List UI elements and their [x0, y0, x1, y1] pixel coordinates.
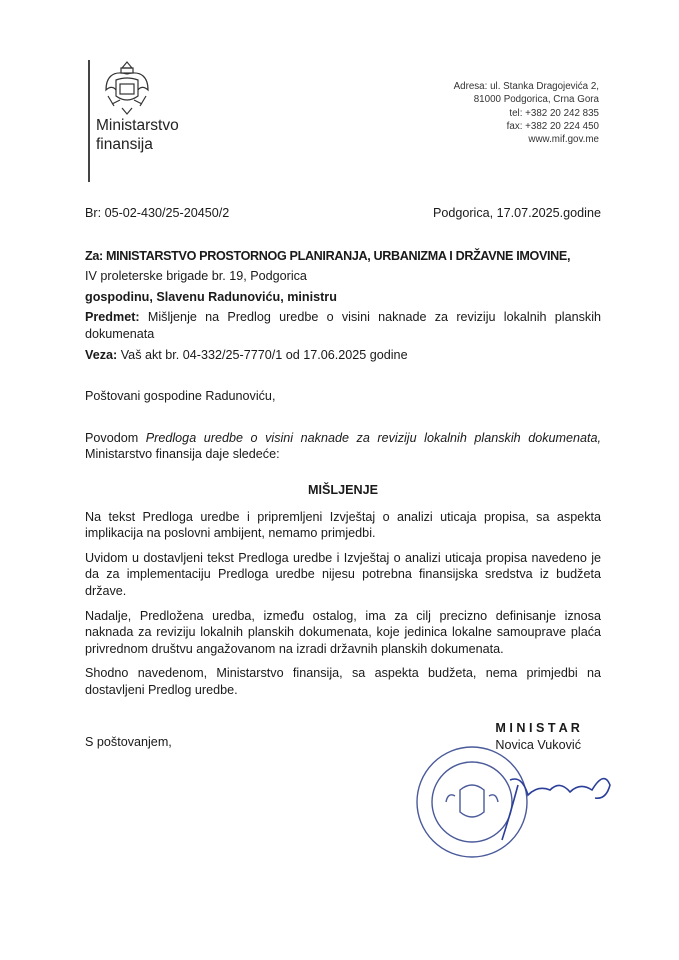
recipient-line [85, 248, 601, 265]
letter-body [85, 205, 601, 754]
opinion-heading: MIŠLJENJE [308, 482, 378, 497]
address-line: Adresa: ul. Stanka Dragojevića 2, [453, 81, 599, 92]
salutation: Poštovani gospodine Radunoviću, [85, 389, 276, 404]
paragraph: Na tekst Predloga uredbe i pripremljeni Izvještaj o analizi uticaja propisa, sa aspekta implikacija na poslovni ambijent, nemamo primjedbi. [85, 509, 601, 541]
recipient-address: IV proleterske brigade br. 19, Podgorica [85, 269, 307, 284]
subject-label: Predmet: [85, 310, 140, 325]
paragraph: Uvidom u dostavljeni tekst Predloga uredbe i Izvještaj o analizi uticaja propisa navedeno je da za implementaciju Predloga uredbe nijesu potrebna finansijska sredstva iz budžeta države. [85, 550, 601, 598]
ministry-name [96, 116, 179, 154]
reference-row [85, 205, 601, 222]
veza-label: Veza: [85, 347, 118, 362]
intro-prefix: Povodom [85, 430, 146, 445]
official-stamp-icon [410, 740, 630, 860]
subject-text: Mišljenje na Predlog uredbe o visini naknade za reviziju lokalnih planskih dokumenata [85, 310, 601, 341]
address-line: 81000 Podgorica, Crna Gora [473, 94, 599, 106]
letterhead-divider [88, 60, 90, 182]
veza-text: Vaš akt br. 04-332/25-7770/1 od 17.06.2025 godine [120, 347, 408, 362]
recipient-person: gospodinu, Slavenu Radunoviću, ministru [85, 289, 337, 304]
org-line-2: finansija [96, 136, 153, 153]
fax: fax: +382 20 224 450 [506, 120, 599, 132]
za-label: Za: [85, 248, 103, 263]
recipient-ministry: MINISTARSTVO PROSTORNOG PLANIRANJA, URBANIZMA I DRŽAVNE IMOVINE, [106, 248, 571, 263]
reference-number: Br: 05-02-430/25-20450/2 [85, 206, 230, 220]
subject [85, 309, 601, 342]
coat-of-arms-icon [102, 60, 152, 118]
document-date: Podgorica, 17.07.2025.godine [432, 206, 601, 220]
signatory-title: M I N I S T A R [495, 721, 580, 736]
paragraph: Shodno navedenom, Ministarstvo finansija, sa aspekta budžeta, nema primjedbi na dostavljeni Predlog uredbe. [85, 666, 601, 697]
website: www.mif.gov.me [528, 134, 599, 146]
phone: tel: +382 20 242 835 [509, 107, 599, 119]
paragraph: Nadalje, Predložena uredba, između ostalog, ima za cilj precizno definisanje iznosa naknada za reviziju lokalnih planskih dokumenata, koje jedinica lokalne samouprave plaća privrednom društvu angažovanom na izradi državnih planskih dokumenata. [85, 608, 601, 656]
closing: S poštovanjem, [85, 735, 172, 750]
org-line-1: Ministarstvo [96, 117, 179, 134]
veza [85, 347, 601, 364]
intro-italic: Predloga uredbe o visini naknade za reviziju lokalnih planskih dokumenata, [145, 430, 602, 445]
intro-paragraph [85, 430, 601, 463]
ministry-address [454, 80, 599, 146]
signatory-name: Novica Vuković [495, 738, 581, 753]
intro-suffix: Ministarstvo finansija daje sledeće: [85, 447, 280, 462]
